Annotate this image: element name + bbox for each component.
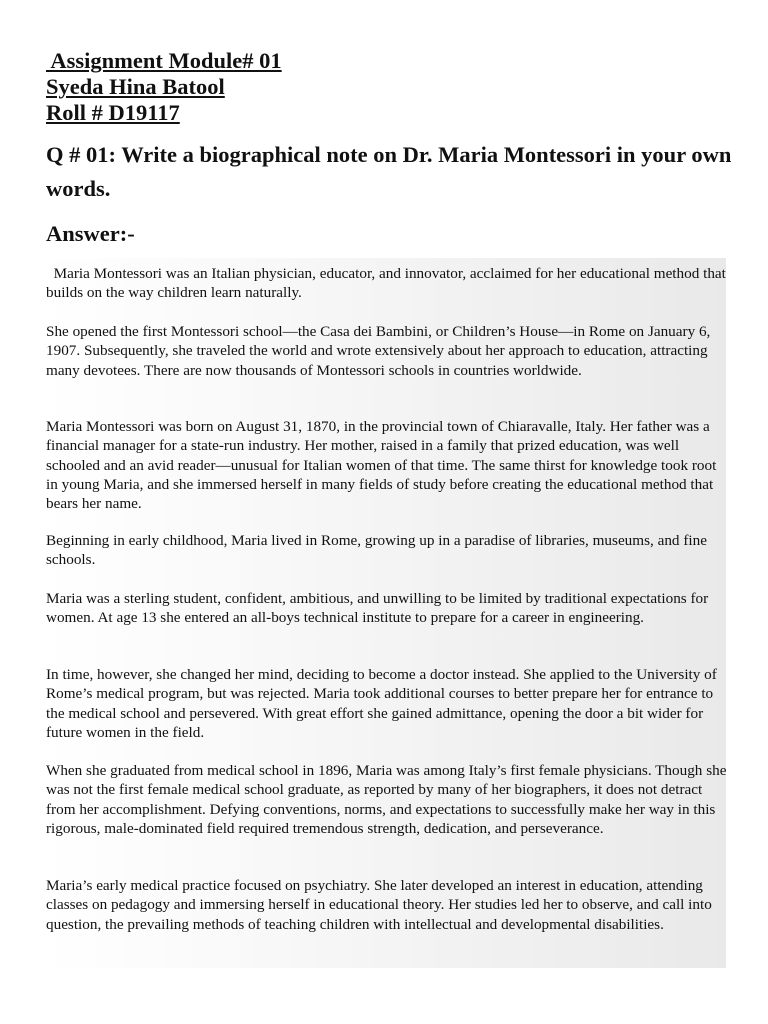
paragraph-1: Maria Montessori was an Italian physician, educator, and innovator, acclaimed for her educational method that builds on the way children learn naturally. <box>46 265 730 302</box>
paragraph-3: Maria Montessori was born on August 31, 1870, in the provincial town of Chiaravalle, Italy. Her father was a financial manager for a state-run industry. Her mother, raised in a family that prized education, was well schooled and an avid reader—unusual for Italian women of that time. The same thirst for knowledge took root in young Maria, and she immersed herself in many fields of study before creating the educational method that bears her name. <box>46 418 717 513</box>
assignment-title: Assignment Module# 01 <box>46 48 282 73</box>
paragraph-5: Maria was a sterling student, confident, ambitious, and unwilling to be limited by traditional expectations for women. At age 13 she entered an all-boys technical institute to prepare for a career in engineering. <box>46 590 709 627</box>
student-name: Syeda Hina Batool <box>46 74 225 99</box>
roll-number: Roll # D19117 <box>46 100 180 125</box>
document-header <box>46 48 282 126</box>
paragraph-2: She opened the first Montessori school—the Casa dei Bambini, or Children’s House—in Rome on January 6, 1907. Subsequently, she traveled the world and wrote extensively about her approach to education, attracting many devotees. There are now thousands of Montessori schools in countries worldwide. <box>46 323 711 379</box>
paragraph-7: When she graduated from medical school in 1896, Maria was among Italy’s first female physicians. Though she was not the first female medical school graduate, as reported by many of her biographers, it does not detract from her accomplishment. Defying conventions, norms, and expectations to successfully make her way in this rigorous, male-dominated field required tremendous strength, dedication, and perseverance. <box>46 762 727 837</box>
question-text: Q # 01: Write a biographical note on Dr. Maria Montessori in your own words. <box>46 142 732 201</box>
answer-heading: Answer:- <box>46 221 135 246</box>
paragraph-8: Maria’s early medical practice focused on psychiatry. She later developed an interest in education, attending classes on pedagogy and immersing herself in educational theory. Her studies led her to observe, and call into question, the prevailing methods of teaching children with intellectual and developmental disabilities. <box>46 877 712 933</box>
paragraph-6: In time, however, she changed her mind, deciding to become a doctor instead. She applied to the University of Rome’s medical program, but was rejected. Maria took additional courses to better prepare her for entrance to the medical school and persevered. With great effort she gained admittance, opening the door a bit wider for future women in the field. <box>46 666 717 741</box>
paragraph-4: Beginning in early childhood, Maria lived in Rome, growing up in a paradise of libraries, museums, and fine schools. <box>46 532 707 569</box>
